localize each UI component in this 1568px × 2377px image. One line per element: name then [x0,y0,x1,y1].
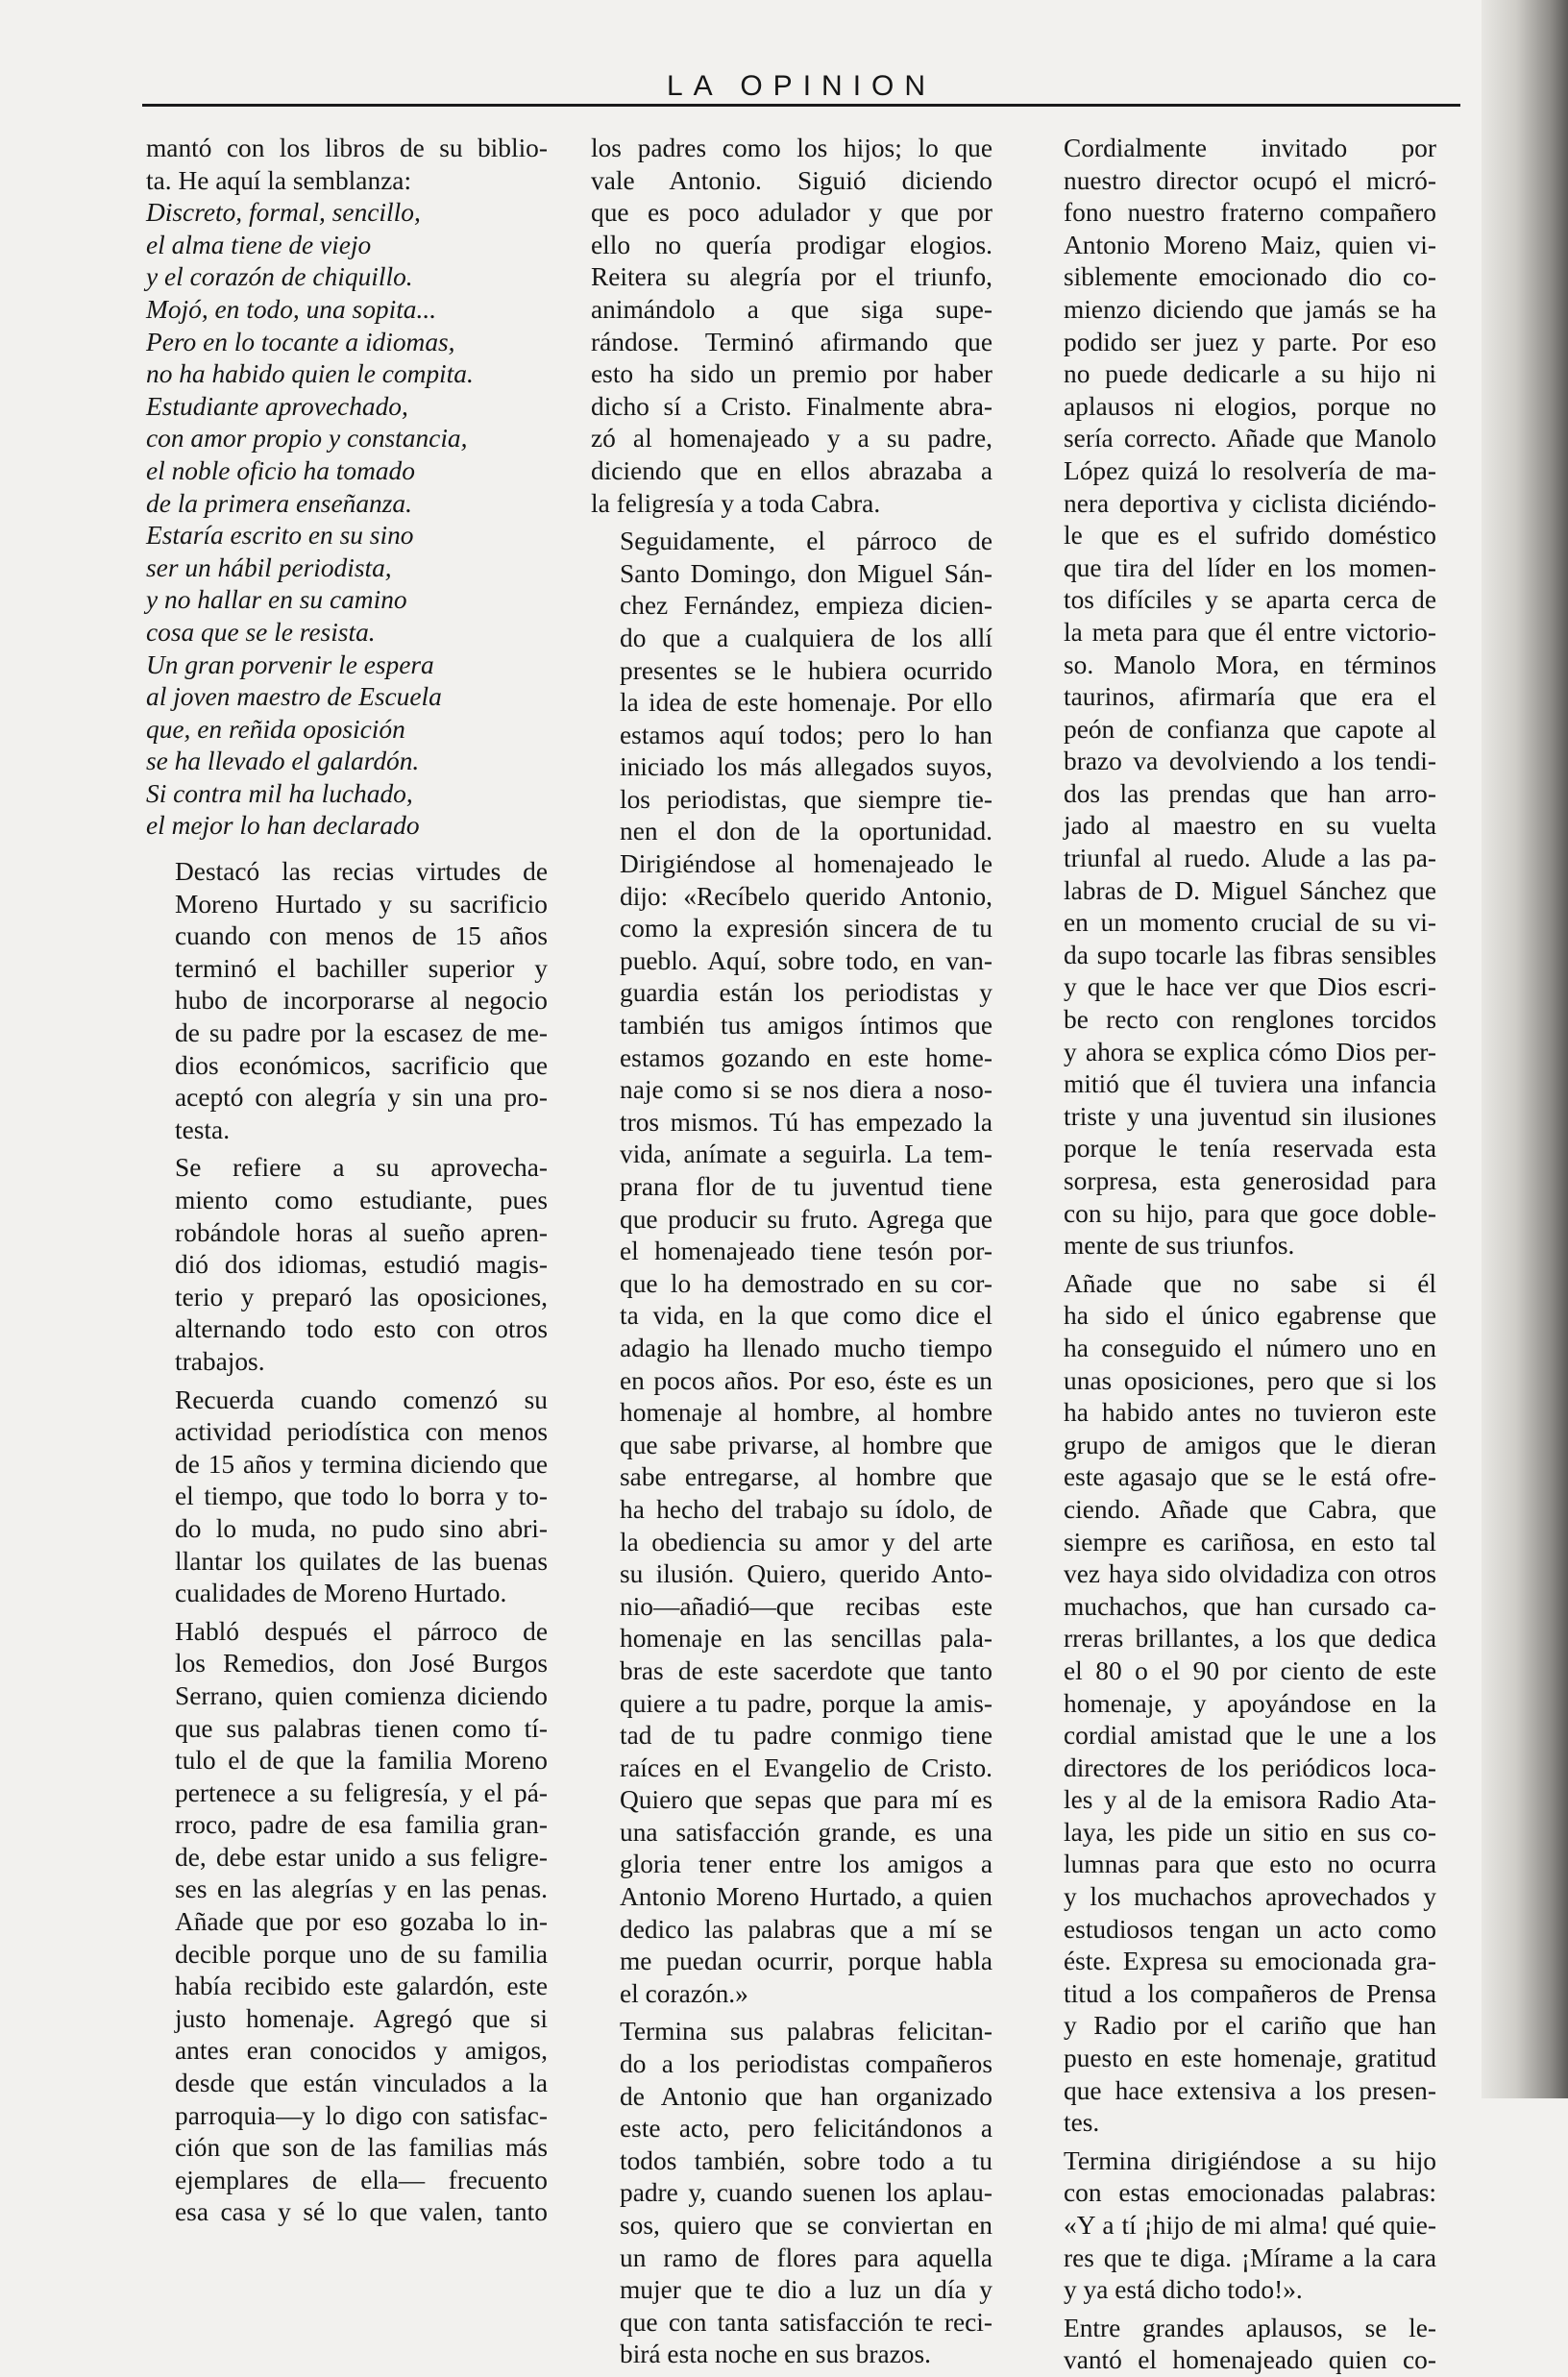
text-line: llantar los quilates de las buenas [175,1546,548,1576]
text-line: homenaje, y apoyándose en la [1064,1688,1436,1718]
text-line: una satisfacción grande, es una [620,1817,992,1847]
text-line: los Remedios, don José Burgos [175,1649,548,1679]
text-line: birá esta noche en sus brazos. [620,2340,932,2369]
text-line: desde que están vinculados a la [175,2069,548,2098]
text-line: López quizá lo resolvería de ma- [1064,455,1436,485]
text-line: sería correcto. Añade que Manolo [1064,424,1436,453]
text-line: el noble oficio ha tomado [146,455,415,485]
text-line: de, debe estar unido a sus feligre- [175,1842,548,1872]
col3-paragraph-2 [1035,1268,1436,2140]
text-line: Discreto, formal, sencillo, [146,198,421,228]
text-line: y Radio por el cariño que han [1064,2011,1436,2041]
text-line: aceptó con alegría y sin una pro- [175,1083,548,1113]
text-line: ejemplares de ella— frecuento [175,2165,548,2194]
text-line: y los muchachos aprovechados y [1064,1882,1436,1912]
text-line: lumnas para que esto no ocurra [1064,1850,1436,1879]
text-line: en un momento crucial de su vi- [1064,908,1436,938]
poem [146,197,548,843]
text-line: da supo tocarle las fibras sensibles [1064,940,1436,969]
text-line: fono nuestro fraterno compañero [1064,198,1436,228]
text-line: la obediencia su amor y del arte [620,1527,992,1556]
text-line: mente de sus triunfos. [1064,1231,1295,1261]
text-line: mujer que te dio a luz un día y [620,2275,992,2305]
text-line: que es poco adulador y que por [591,198,992,228]
text-line: unas oposiciones, pero que si los [1064,1365,1436,1395]
text-line: Antonio Moreno Maiz, quien vi- [1064,230,1436,259]
text-line: Reitera su alegría por el triunfo, [591,262,992,292]
text-line: miento como estudiante, pues [175,1186,548,1214]
text-line: y ya está dicho todo!». [1064,2275,1303,2305]
text-line: el alma tiene de viejo [146,230,372,259]
text-line: Santo Domingo, don Miguel Sán- [620,558,992,588]
text-line: de 15 años y termina diciendo que [175,1449,548,1479]
text-line: y no hallar en su camino [146,585,407,615]
text-line: muchachos, que han cursado ca- [1064,1591,1436,1621]
col1-paragraph-3 [146,1385,548,1610]
text-line: con estas emocionadas palabras: [1064,2178,1436,2208]
text-line: nen el don de la oportunidad. [620,817,992,846]
text-line: sos, quiero que se conviertan en [620,2211,992,2240]
text-line: esa casa y sé lo que valen, tanto [175,2197,548,2227]
text-line: dedico las palabras que a mí se [620,1914,992,1944]
text-line: mitió que él tuviera una infancia [1064,1069,1436,1099]
text-line: vantó el homenajeado quien co- [1064,2345,1436,2375]
col2-paragraph-2 [591,526,992,2010]
text-line: prana flor de tu juventud tiene [620,1172,992,1201]
text-line: y el corazón de chiquillo. [146,262,413,292]
text-line: Añade que por eso gozaba lo in- [175,1907,548,1937]
text-line: ha habido antes no tuvieron este [1064,1398,1436,1428]
text-line: siempre es cariñosa, en esto tal [1064,1527,1436,1556]
text-line: su ilusión. Quiero, querido Anto- [620,1559,992,1589]
text-line: siblemente emocionado dio co- [1064,262,1436,292]
text-line: ser un hábil periodista, [146,552,392,582]
text-line: con su hijo, para que goce doble- [1064,1198,1436,1228]
text-line: estamos gozando en este home- [620,1042,992,1072]
text-line: rroco, padre de esa familia gran- [175,1810,548,1840]
column-2 [591,133,992,2371]
text-line: ta. He aquí la semblanza: [146,165,412,195]
text-line: al joven maestro de Escuela [146,682,442,712]
text-line: mienzo diciendo que jamás se ha [1064,294,1436,324]
text-line: taurinos, afirmaría que era el [1064,682,1436,712]
text-line: ha hecho del trabajo su ídolo, de [620,1494,992,1524]
text-line: le que es el sufrido doméstico [1064,521,1436,551]
text-line: Habló después el párroco de [175,1616,548,1646]
text-line: Termina dirigiéndose a su hijo [1064,2145,1436,2175]
text-line: alternando todo esto con otros [175,1314,548,1344]
text-line: brazo va devolviendo a los tendi- [1064,747,1436,776]
publication-title: LA OPINION [666,70,937,102]
text-line: directores de los periódicos loca- [1064,1752,1436,1782]
text-line: y que le hace ver que Dios escri- [1064,972,1436,1002]
text-line: los padres como los hijos; lo que [591,134,992,162]
text-line: dios económicos, sacrificio que [175,1050,548,1080]
text-line: quiere a tu padre, porque la amis- [620,1688,992,1718]
col1-paragraph-1 [146,856,548,1146]
text-line: los periodistas, que siempre tie- [620,784,992,814]
text-line: este acto, pero felicitándonos a [620,2114,992,2144]
text-line: do a los periodistas compañeros [620,2049,992,2079]
text-line: estamos aquí todos; pero lo han [620,720,992,749]
text-line: Entre grandes aplausos, se le- [1064,2313,1436,2342]
text-line: ciendo. Añade que Cabra, que [1064,1494,1436,1524]
text-line: labras de D. Miguel Sánchez que [1064,875,1436,905]
text-line: iniciado los más allegados suyos, [620,752,992,782]
text-line: nera deportiva y ciclista diciéndo- [1064,488,1436,518]
text-line: les y al de la emisora Radio Ata- [1064,1785,1436,1815]
text-line: jado al maestro en su vuelta [1064,811,1436,841]
text-line: Termina sus palabras felicitan- [620,2017,992,2046]
text-line: padre y, cuando suenen los aplau- [620,2178,992,2208]
text-line: Dirigiéndose al homenajeado le [620,849,992,879]
text-line: tulo el de que la familia Moreno [175,1746,548,1776]
text-line: zó al homenajeado y a su padre, [591,424,992,453]
text-line: ta vida, en la que como dice el [620,1301,992,1331]
text-line: homenaje al hombre, al hombre [620,1398,992,1428]
text-line: me puedan ocurrir, porque habla [620,1947,992,1976]
text-line: testa. [175,1115,231,1144]
text-line: grupo de amigos que le dieran [1064,1430,1436,1459]
text-line: podido ser juez y parte. Por eso [1064,327,1436,356]
col2-paragraph-1 [591,133,992,520]
text-line: como la expresión sincera de tu [620,914,992,943]
col3-paragraph-4 [1035,2313,1436,2377]
text-line: todos también, sobre todo a tu [620,2145,992,2175]
text-line: en pocos años. Por eso, éste es un [620,1365,992,1395]
column-1 [146,133,548,2229]
text-line: puesto en este homenaje, gratitud [1064,2044,1436,2073]
text-line: sorpresa, esta generosidad para [1064,1166,1436,1195]
text-line: pertenece a su feligresía, y el pá- [175,1777,548,1807]
text-line: el tiempo, que todo lo borra y to- [175,1482,548,1511]
text-line: sabe entregarse, al hombre que [620,1462,992,1492]
text-line: res que te diga. ¡Mírame a la cara [1064,2242,1436,2272]
text-line: antes eran conocidos y amigos, [175,2036,548,2066]
text-line: adagio ha llenado mucho tiempo [620,1333,992,1362]
text-line: justo homenaje. Agregó que si [175,2003,548,2033]
text-line: ha conseguido el número uno en [1064,1333,1436,1362]
text-line: gloria tener entre los amigos a [620,1850,992,1879]
text-line: aplausos ni elogios, porque no [1064,391,1436,421]
text-line: nio—añadió—que recibas este [620,1591,992,1621]
text-line: «Y a tí ¡hijo de mi alma! qué quie- [1064,2211,1436,2240]
text-line: hubo de incorporarse al negocio [175,986,548,1016]
text-line: que con tanta satisfacción te reci- [620,2307,992,2337]
text-line: tros mismos. Tú has empezado la [620,1107,992,1137]
text-line: porque le tenía reservada esta [1064,1134,1436,1164]
text-line: triunfal al ruedo. Alude a las pa- [1064,844,1436,873]
text-line: parroquia—y lo digo con satisfac- [175,2100,548,2130]
text-line: vale Antonio. Siguió diciendo [591,165,992,195]
text-line: laya, les pide un sitio en sus co- [1064,1817,1436,1847]
text-line: el corazón.» [620,1978,748,2008]
text-line: Cordialmente invitado por [1064,134,1436,162]
text-line: Antonio Moreno Hurtado, a quien [620,1882,992,1912]
text-line: ha sido el único egabrense que [1064,1301,1436,1331]
text-line: so. Manolo Mora, en términos [1064,649,1436,679]
text-line: Moreno Hurtado y su sacrificio [175,889,548,919]
text-line: Añade que no sabe si él [1064,1268,1436,1298]
text-line: titud a los compañeros de Prensa [1064,1978,1436,2008]
text-line: peón de confianza que capote al [1064,714,1436,744]
text-line: y ahora se explica cómo Dios per- [1064,1037,1436,1066]
text-line: también tus amigos íntimos que [620,1011,992,1041]
text-line: que lo ha demostrado en su cor- [620,1268,992,1298]
text-line: vida, anímate a seguirla. La tem- [620,1139,992,1169]
text-line: que, en reñida oposición [146,714,405,744]
text-line: éste. Expresa su emocionada gra- [1064,1947,1436,1976]
text-line: terminó el bachiller superior y [175,953,548,983]
col3-paragraph-1 [1035,133,1436,1262]
text-line: no ha habido quien le compita. [146,359,474,389]
text-line: terio y preparó las oposiciones, [175,1282,548,1311]
text-line: Mojó, en todo, una sopita... [146,294,437,324]
text-line: de su padre por la escasez de me- [175,1018,548,1048]
text-line: cordial amistad que le une a los [1064,1721,1436,1751]
text-line: un ramo de flores para aquella [620,2242,992,2272]
text-line: con amor propio y constancia, [146,424,468,453]
text-line: pueblo. Aquí, sobre todo, en van- [620,945,992,975]
text-line: presentes se le hubiera ocurrido [620,655,992,685]
text-line: naje como si se nos diera a noso- [620,1075,992,1105]
text-line: vez haya sido olvidadiza con otros [1064,1559,1436,1589]
text-line: la feligresía y a toda Cabra. [591,488,881,518]
text-line: trabajos. [175,1346,265,1376]
text-line: Se refiere a su aprovecha- [175,1153,548,1183]
text-line: bras de este sacerdote que tanto [620,1655,992,1685]
text-line: que sabe privarse, al hombre que [620,1430,992,1459]
text-line: tos difíciles y se aparta cerca de [1064,585,1436,615]
page-header [142,67,1460,106]
text-line: do lo muda, no pudo sino abri- [175,1513,548,1543]
text-line: Pero en lo tocante a idiomas, [146,327,455,356]
text-line: Destacó las recias virtudes de [175,857,548,887]
text-line: Un gran porvenir le espera [146,649,434,679]
text-line: cuando con menos de 15 años [175,921,548,951]
text-line: Recuerda cuando comenzó su [175,1385,548,1414]
text-line: dos las prendas que han arro- [1064,778,1436,808]
text-line: guardia están los periodistas y [620,978,992,1008]
text-line: nuestro director ocupó el micró- [1064,165,1436,195]
text-line: homenaje en las sencillas pala- [620,1624,992,1654]
text-line: que sus palabras tienen como tí- [175,1713,548,1743]
text-line: Estaría escrito en su sino [146,521,414,551]
text-line: tad de tu padre conmigo tiene [620,1721,992,1751]
text-line: de Antonio que han organizado [620,2081,992,2111]
text-line: cualidades de Moreno Hurtado. [175,1579,507,1608]
text-line: la meta para que él entre victorio- [1064,617,1436,647]
text-line: dió dos idiomas, estudió magis- [175,1250,548,1280]
text-line: no puede dedicarle a su hijo ni [1064,359,1436,389]
text-line: este agasajo que se le está ofre- [1064,1462,1436,1492]
col2-paragraph-3 [591,2016,992,2371]
text-line: cosa que se le resista. [146,617,376,647]
text-line: diciendo que en ellos abrazaba a [591,455,992,485]
header-rule [142,104,1460,107]
text-line: estudiosos tengan un acto como [1064,1914,1436,1944]
text-line: Estudiante aprovechado, [146,391,408,421]
text-line: que producir su fruto. Agrega que [620,1204,992,1234]
text-line: de la primera enseñanza. [146,488,412,518]
text-line: Seguidamente, el párroco de [620,527,992,556]
text-line: se ha llevado el galardón. [146,747,420,776]
column-3 [1035,133,1436,2377]
text-line: la idea de este homenaje. Por ello [620,688,992,718]
text-line: chez Fernández, empieza dicien- [620,591,992,621]
text-line: el mejor lo han declarado [146,811,420,841]
text-line: dijo: «Recíbelo querido Antonio, [620,881,992,911]
col1-intro [146,133,548,197]
col1-paragraph-2 [146,1152,548,1378]
text-line: ción que son de las familias más [175,2133,548,2163]
page-binding-shadow [1482,0,1568,2098]
text-line: do que a cualquiera de los allí [620,623,992,652]
text-line: ses en las alegrías y en las penas. [175,1875,548,1904]
text-line: Quiero que sepas que para mí es [620,1785,992,1815]
col3-paragraph-3 [1035,2145,1436,2307]
text-line: el homenajeado tiene tesón por- [620,1237,992,1266]
text-line: el 80 o el 90 por ciento de este [1064,1655,1436,1685]
text-line: raíces en el Evangelio de Cristo. [620,1752,992,1782]
text-line: Serrano, quien comienza diciendo [175,1680,548,1710]
text-line: rándose. Terminó afirmando que [591,327,992,356]
text-line: mantó con los libros de su biblio- [146,134,548,162]
col1-paragraph-4 [146,1616,548,2229]
text-line: dicho sí a Cristo. Finalmente abra- [591,391,992,421]
text-line: Si contra mil ha luchado, [146,778,413,808]
text-line: decible porque uno de su familia [175,1939,548,1969]
text-line: triste y una juventud sin ilusiones [1064,1101,1436,1131]
text-line: rreras brillantes, a los que dedica [1064,1624,1436,1654]
text-line: actividad periodística con menos [175,1417,548,1447]
text-line: que tira del líder en los momen- [1064,552,1436,582]
text-line: ello no quería prodigar elogios. [591,230,992,259]
text-line: esto ha sido un premio por haber [591,359,992,389]
text-line: robándole horas al sueño apren- [175,1217,548,1247]
text-line: be recto con renglones torcidos [1064,1005,1436,1035]
text-line: había recibido este galardón, este [175,1972,548,2001]
text-line: animándolo a que siga supe- [591,294,992,324]
text-line: que hace extensiva a los presen- [1064,2075,1436,2105]
text-line: tes. [1064,2108,1100,2138]
